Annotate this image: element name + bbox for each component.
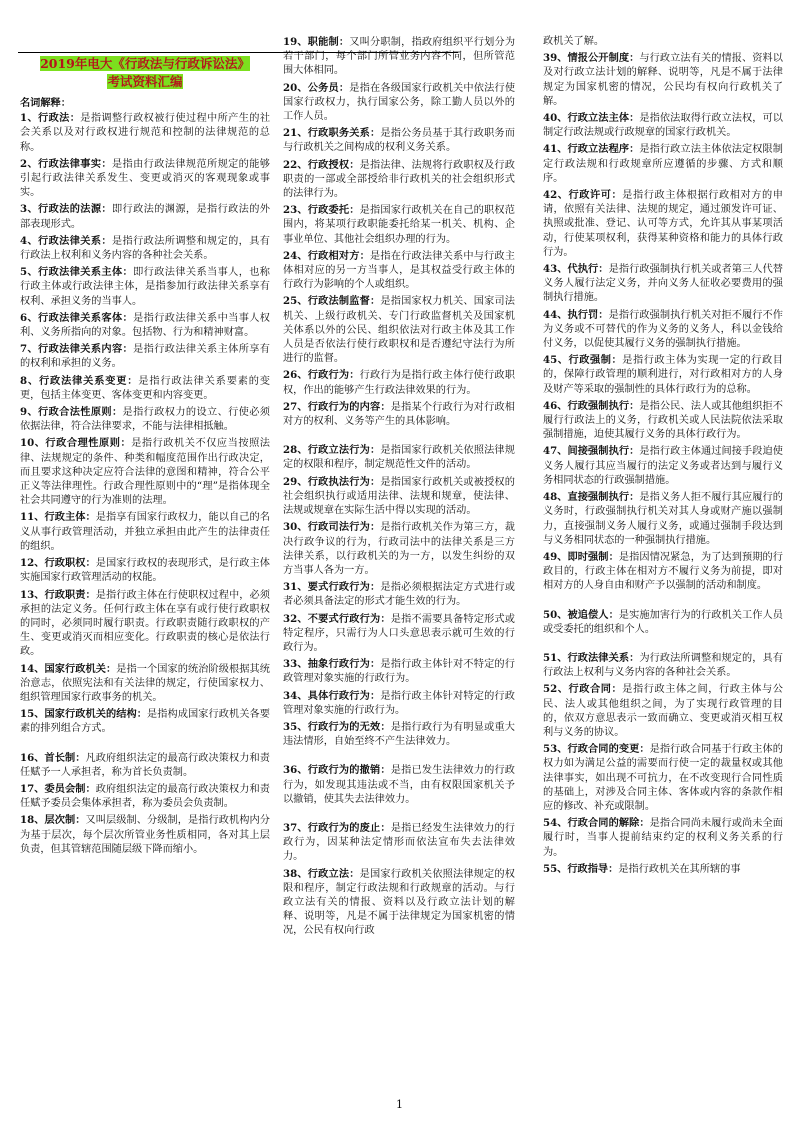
glossary-entry: [283, 657, 515, 686]
glossary-entry: [283, 475, 515, 519]
entry-definition: 是国家行政机关依照法律规定的权限和程序，制定行政法规和行政规章的活动。与行政立法有关的情报、资料以及行政立法计划的解释、说明等，凡是不属于法律规定为国家机密的情况，公民有权向行政: [283, 868, 515, 937]
entry-term: 37、行政行为的废止：: [283, 821, 391, 834]
entry-definition: 与行政立法有关的情报、资料以及对行政立法计划的解释、说明等，凡是不属于法律规定为国家机密的情况，公民均有权向行政机关了解。: [543, 53, 783, 107]
entry-definition: 是指行政法律关系要素的变更，包括主体变更、客体变更和内容变更。: [20, 375, 270, 401]
entry-definition: 是指依法取得行政立法权，可以制定行政法规或行政规章的国家行政机关。: [543, 113, 783, 139]
entry-term: 24、行政相对方：: [283, 249, 370, 262]
entry-definition: 是指不需要具备特定形式或特定程序，只需行为人口头意思表示就可生效的行政行为。: [283, 613, 515, 653]
glossary-entry: [20, 234, 270, 263]
glossary-entry: [283, 158, 515, 202]
column-2: [283, 35, 515, 941]
entry-term: 49、即时强制：: [543, 550, 619, 563]
entry-term: 13、行政职责：: [20, 588, 96, 601]
entry-definition: 是指已经发生法律效力的行政行为，因某种法定情形而依法宣布失去法律效力。: [283, 822, 515, 863]
glossary-entry: [283, 294, 515, 366]
entry-definition: 政机关了解。: [543, 36, 605, 47]
entry-term: 43、代执行：: [543, 263, 609, 276]
glossary-entry: [283, 203, 515, 247]
entry-term: 11、行政主体：: [20, 511, 96, 524]
glossary-entry: [283, 443, 515, 472]
glossary-entry: [543, 308, 783, 352]
glossary-entry: [283, 612, 515, 656]
entry-definition: 是指义务人拒不履行其应履行的义务时，行政强制执行机关对其人身或财产施以强制力，直接强制义务人履行义务，或通过强制手段达到与义务相同状态的一种强制执行措施。: [543, 492, 783, 546]
entry-definition: 即行政法律关系当事人，也称行政主体或行政法律主体，是指参加行政法律关系享有权利、承担义务的当事人。: [20, 267, 270, 307]
glossary-entry: [283, 126, 515, 155]
entry-definition: 是指公民、法人或其他组织拒不履行行政法上的义务，行政机关或人民法院依法采取强制措施，迫使其履行义务的具体行政行为。: [543, 400, 783, 441]
glossary-entry: [20, 265, 270, 309]
glossary-entry: [20, 374, 270, 403]
entry-term: 16、首长制：: [20, 751, 86, 764]
entry-definition: 是指行政权力的设立、行使必须依据法律，符合法律要求，不能与法律相抵触。: [20, 407, 270, 433]
glossary-entry: [283, 368, 515, 397]
entry-definition: 是指因情况紧急，为了达到预期的行政目的，行政主体在相对方不履行义务为前提，即对相对方的人身自由和财产予以强制的活动和制度。: [543, 551, 783, 592]
entry-term: 51、行政法律关系：: [543, 651, 640, 664]
glossary-entry: [543, 51, 783, 109]
entry-term: 44、执行罚：: [543, 308, 609, 321]
entry-term: 26、行政行为：: [283, 369, 360, 382]
entry-definition: 是指已发生法律效力的行政行为，如发现其违法或不当，由有权限国家机关予以撤销，使其失去法律效力。: [283, 765, 515, 805]
glossary-entry: [543, 142, 783, 186]
entry-definition: 又叫分职制，指政府组织平行划分为若干部门，每个部门所管业务内容不同，但所管范围大体相同。: [283, 37, 516, 77]
document-title: [20, 55, 270, 91]
entry-definition: 行政行为是指行政主体行使行政职权，作出的能够产生行政法律效果的行为。: [283, 370, 515, 396]
entry-term: 55、行政指导：: [543, 862, 619, 875]
entry-definition: 是指必须根据法定方式进行或者必须具备法定的形式才能生效的行为。: [283, 582, 515, 608]
entry-term: 8、行政法律关系变更：: [20, 374, 139, 387]
entry-definition: 是指公务员基于其行政职务而与行政机关之间构成的权利义务关系。: [283, 128, 515, 154]
entry-definition: 是指行政机关作为第三方，裁决行政争议的行为，行政司法中的法律关系是三方法律关系，以行政机关的为一方，以发生纠纷的双方当事人各为一方。: [283, 522, 515, 576]
entry-definition: 又叫层级制、分级制，是指行政机构内分为基于层次，每个层次所管业务性质相同，各对其上层负责，但其管辖范围随层级下降而缩小。: [20, 815, 270, 855]
entry-definition: 是指调整行政权被行使过程中所产生的社会关系以及对行政权进行规范和控制的法律规范的总称。: [20, 113, 271, 153]
entry-term: 9、行政合法性原则：: [20, 406, 123, 419]
entry-definition: 是指某个行政行为对行政相对方的权利、义务等产生的具体影响。: [283, 401, 515, 428]
entry-definition: 是指行政主体之间，行政主体与公民、法人或其他组织之间，为了实现行政管理的目的，依双方意思表示一致而确立、变更或消灭相互权利与义务的协议。: [543, 684, 783, 738]
entry-term: 45、行政强制：: [543, 354, 623, 367]
entry-definition: 是指行政立法主体依法定权限制定行政法规和行政规章所应遵循的步骤、方式和顺序。: [543, 144, 783, 184]
section-heading: 名词解释：: [20, 97, 71, 109]
entry-definition: 为行政法所调整和规定的，具有行政法上权利与义务内容的各种社会关系。: [543, 652, 783, 679]
entry-term: 48、直接强制执行：: [543, 491, 640, 504]
entry-term: 27、行政行为的内容：: [283, 400, 391, 413]
entry-definition: 是实施加害行为的行政机关工作人员或受委托的组织和个人。: [543, 609, 783, 635]
entry-term: 34、具体行政行为：: [283, 689, 381, 702]
entry-term: 21、行政职务关系：: [283, 127, 381, 140]
entry-term: 7、行政法律关系内容：: [20, 343, 134, 356]
entry-term: 36、行政行为的撤销：: [283, 764, 391, 777]
entry-definition: 是指行政主体根据行政相对方的申请，依照有关法律、法规的规定，通过颁发许可证、执照或批准、登记、认可等方式，允许其从事某项活动，行使某项权利，获得某种资格和能力的具体行政行为。: [543, 190, 783, 258]
entry-definition: 是指合同尚未履行或尚未全面履行时，当事人提前结束约定的权利义务关系的行为。: [543, 818, 783, 858]
glossary-entry: [283, 689, 515, 718]
entry-term: 35、行政行为的无效：: [283, 720, 391, 733]
entry-term: 19、职能制：: [283, 36, 350, 48]
glossary-entry: [283, 720, 515, 749]
entry-term: 31、要式行政行为：: [283, 581, 381, 594]
glossary-entry: [543, 111, 783, 140]
entry-definition: 凡政府组织法定的最高行政决策权力和责任赋予一人承担者，称为首长负责制。: [20, 752, 270, 778]
entry-definition: 是指行政强制执行机关对拒不履行不作为义务或不可替代的作为义务的义务人，科以金钱给付义务，以促使其履行义务的强制执行措施。: [543, 309, 783, 350]
glossary-entry: [543, 490, 783, 548]
entry-term: 4、行政法律关系：: [20, 234, 112, 247]
glossary-entry: [543, 35, 783, 49]
entry-definition: 政府组织法定的最高行政决策权力和责任赋予委员会集体承担者，称为委员会负责制。: [20, 783, 270, 810]
entry-term: 52、行政合同：: [543, 683, 623, 696]
entry-definition: 是指一个国家的统治阶级根据其统治意志，依照宪法和有关法律的规定，行使国家权力、组织管理国家行政事务的机关。: [20, 663, 270, 703]
entry-definition: 是指国家行政机关在自己的职权范围内，将某项行政职能委托给某一机关、机构、企事业单位、其他社会组织办理的行为。: [283, 205, 515, 245]
glossary-entry: [283, 580, 515, 609]
entry-definition: 是指法律、法规将行政职权及行政职责的一部或全部授给非行政机关的社会组织形式的法律行为。: [283, 159, 515, 200]
glossary-entry: [20, 111, 270, 155]
entry-term: 50、被追偿人：: [543, 608, 619, 621]
glossary-entry: [543, 742, 783, 814]
entry-definition: 是指行政主体为实现一定的行政目的，保障行政管理的顺利进行，对行政相对方的人身及财产等采取的强制性的具体行政行为的总称。: [543, 355, 783, 395]
entry-term: 41、行政立法程序：: [543, 143, 640, 156]
glossary-entry: [20, 202, 270, 231]
entry-term: 10、行政合理性原则：: [20, 437, 132, 450]
entry-term: 40、行政立法主体：: [543, 112, 640, 125]
title-line-2: 考试资料汇编: [107, 74, 183, 89]
glossary-entry: [543, 188, 783, 260]
entry-term: 47、间接强制执行：: [543, 445, 640, 458]
entry-definition: 是指构成国家行政机关各要素的排列组合方式。: [20, 709, 270, 735]
glossary-entry: [543, 816, 783, 860]
entry-term: 15、国家行政机关的结构：: [20, 708, 148, 721]
entry-definition: 是指国家行政机关或被授权的社会组织执行或适用法律、法规和规章，使法律、法规或规章在实际生活中得以实现的活动。: [283, 476, 515, 517]
entry-term: 20、公务员：: [283, 81, 350, 94]
entry-term: 42、行政许可：: [543, 189, 623, 202]
entry-term: 54、行政合同的解除：: [543, 817, 650, 830]
glossary-entry: [283, 821, 515, 865]
column-3: [543, 35, 783, 879]
glossary-entry: [543, 550, 783, 594]
entry-definition: 是指国家行政机关依照法律规定的权限和程序，制定规范性文件的活动。: [283, 445, 515, 471]
entry-definition: 是指行政机关不仅应当按照法律、法规规定的条件、种类和幅度范围作出行政决定，而且要求这种决定应符合法律的意图和精神，符合公平正义等法律理性。行政合理性原则中的“理”是指体现全社会共同遵守的行为准则的法理。: [20, 438, 270, 507]
entry-term: 33、抽象行政行为：: [283, 658, 381, 671]
glossary-entry: [543, 262, 783, 306]
entry-definition: 是指在行政法律关系中与行政主体相对应的另一方当事人，是其权益受行政主体的行政行为影响的个人或组织。: [283, 250, 515, 291]
entry-term: 46、行政强制执行：: [543, 399, 640, 412]
glossary-entry: [20, 556, 270, 585]
glossary-entry: [543, 353, 783, 397]
glossary-entry: [20, 436, 270, 508]
entry-definition: 是指行政强制执行机关或者第三人代替义务人履行法定义务，并向义务人征收必要费用的强制执行措施。: [543, 264, 783, 304]
entry-term: 2、行政法律事实：: [20, 157, 112, 170]
entry-definition: 是指行政主体在行使职权过程中，必须承担的法定义务。任何行政主体在享有或行使行政职权的同时，必须同时履行职责。行政职责随行政职权的产生、变更或消灭而相应变化。行政职责的核心是依法行政。: [20, 589, 270, 658]
glossary-entry: [283, 249, 515, 293]
entry-term: 17、委员会制：: [20, 782, 96, 795]
glossary-entry: [20, 311, 270, 340]
entry-definition: 是指国家权力机关、国家司法机关、上级行政机关、专门行政监督机关及国家机关体系以外的公民、组织依法对行政主体及其工作人员是否依法行使行政职权和是否遵纪守法行为所进行的监督。: [283, 296, 515, 365]
entry-term: 6、行政法律关系客体：: [20, 311, 134, 324]
title-line-1: 2019年电大《行政法与行政诉讼法》: [40, 56, 250, 71]
entry-term: 12、行政职权：: [20, 557, 96, 570]
entry-definition: 是指行政主体针对不特定的行政管理对象实施的行政行为。: [283, 659, 515, 685]
entry-definition: 是指行政机关在其所辖的事: [618, 863, 741, 875]
entry-term: 38、行政立法：: [283, 867, 360, 880]
entry-definition: 是指行政行为有明显或重大违法情形，自始至终不产生法律效力。: [283, 721, 515, 748]
glossary-entry: [20, 405, 270, 434]
glossary-entry: [20, 662, 270, 706]
entry-term: 14、国家行政机关：: [20, 662, 117, 675]
glossary-entry: [543, 399, 783, 443]
entry-term: 18、层次制：: [20, 814, 86, 827]
entry-term: 5、行政法律关系主体：: [20, 266, 134, 279]
glossary-entry: [283, 763, 515, 807]
glossary-entry: [283, 520, 515, 578]
entry-term: 23、行政委托：: [283, 204, 360, 217]
glossary-entry: [543, 651, 783, 680]
entry-term: 28、行政立法行为：: [283, 444, 381, 457]
entry-term: 3、行政法的法源：: [20, 203, 112, 216]
glossary-entry: [20, 813, 270, 857]
entry-term: 25、行政法制监督：: [283, 295, 381, 308]
column-1: [20, 55, 270, 859]
glossary-entry: [543, 608, 783, 637]
glossary-entry: [283, 867, 515, 939]
entry-definition: 是指享有国家行政权力，能以自己的名义从事行政管理活动，并独立承担由此产生的法律责任的组织。: [20, 512, 270, 552]
glossary-entry: [283, 400, 515, 429]
entry-definition: 是指在各级国家行政机关中依法行使国家行政权力，执行国家公务，除工勤人员以外的工作人员。: [283, 82, 516, 123]
page-number: 1: [396, 1098, 403, 1111]
entry-definition: 是指行政法律关系主体所享有的权利和承担的义务。: [20, 344, 270, 370]
glossary-entry: [20, 342, 270, 371]
glossary-entry: [20, 510, 270, 554]
glossary-entry: [543, 682, 783, 740]
glossary-entry: [283, 35, 515, 79]
glossary-entry: [20, 707, 270, 736]
entry-definition: 是国家行政权的表现形式，是行政主体实施国家行政管理活动的权能。: [20, 558, 270, 584]
glossary-entry: [20, 782, 270, 811]
entry-definition: 即行政法的渊源，是指行政法的外部表现形式。: [20, 204, 270, 230]
entry-term: 29、行政执法行为：: [283, 475, 381, 488]
entry-definition: 是指行政法律关系中当事人权利、义务所指向的对象。包括物、行为和精神财富。: [20, 312, 270, 339]
entry-definition: 是指行政主体通过间接手段迫使义务人履行其应当履行的法定义务或者达到与履行义务相同状态的行政强制措施。: [543, 446, 783, 486]
entry-definition: 是指由行政法律规范所规定的能够引起行政法律关系发生、变更或消灭的客观现象或事实。: [20, 158, 270, 199]
entry-definition: 是指行政合同基于行政主体的权力如为满足公益的需要而行使一定的裁量权或其他法律事实，如出现不可抗力，在不改变现行合同性质的基础上，对涉及合同主体、客体或内容的条款作相应的修改、补充或限制。: [543, 744, 783, 812]
entry-term: 32、不要式行政行为：: [283, 612, 391, 625]
entry-term: 30、行政司法行为：: [283, 521, 381, 534]
glossary-entry: [20, 588, 270, 660]
glossary-entry: [20, 157, 270, 201]
entry-term: 39、情报公开制度：: [543, 52, 640, 65]
glossary-entry: [543, 862, 783, 877]
entry-definition: 是指行政主体针对特定的行政管理对象实施的行政行为。: [283, 690, 515, 716]
entry-definition: 是指行政法所调整和规定的，具有行政法上权利和义务内容的各种社会关系。: [20, 235, 270, 262]
glossary-entry: [283, 81, 515, 125]
entry-term: 53、行政合同的变更：: [543, 743, 650, 756]
entry-term: 22、行政授权：: [283, 158, 360, 171]
entry-term: 1、行政法：: [20, 112, 81, 125]
glossary-entry: [20, 751, 270, 780]
glossary-entry: [543, 444, 783, 488]
